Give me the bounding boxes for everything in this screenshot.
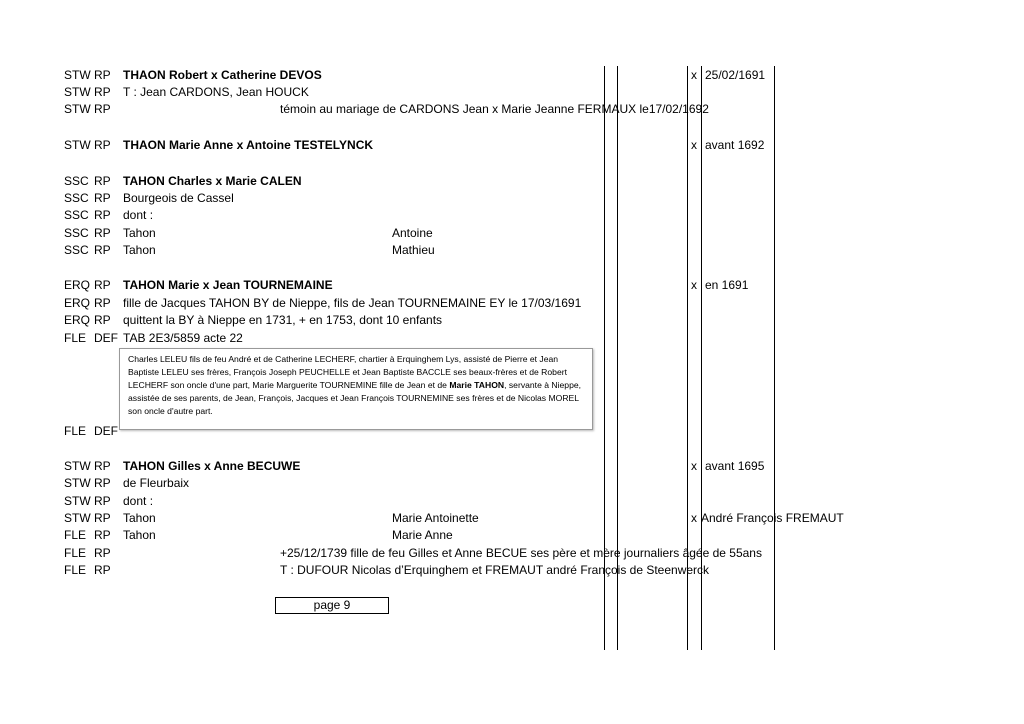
row-date: avant 1695 (705, 459, 765, 473)
row-code-2: DEF (94, 331, 118, 345)
row-text: quittent la BY à Nieppe en 1731, + en 1753, dont 10 enfants (123, 313, 443, 327)
row-text: Bourgeois de Cassel (123, 191, 234, 205)
row-text: Tahon (123, 243, 156, 257)
row-code-2: RP (94, 459, 111, 473)
row-name: THAON Robert x Catherine DEVOS (123, 68, 322, 82)
row-text: Tahon (123, 511, 156, 525)
row-date: 25/02/1691 (705, 68, 766, 82)
row-name: TAHON Gilles x Anne BECUWE (123, 459, 301, 473)
row-code-1: SSC (64, 226, 89, 240)
row-code-2: RP (94, 528, 111, 542)
row-code-2: DEF (94, 424, 118, 438)
row-code-2: RP (94, 208, 111, 222)
row-code-1: STW (64, 85, 91, 99)
row-child-name: Marie Antoinette (392, 511, 479, 525)
row-code-2: RP (94, 494, 111, 508)
act-transcription-note (119, 348, 593, 430)
row-code-2: RP (94, 313, 111, 327)
note-highlight: Marie TAHON (449, 380, 505, 390)
row-code-2: RP (94, 296, 111, 310)
row-text: TAB 2E3/5859 acte 22 (123, 331, 243, 345)
row-code-1: STW (64, 102, 91, 116)
row-code-2: RP (94, 138, 111, 152)
row-code-2: RP (94, 243, 111, 257)
row-text: T : DUFOUR Nicolas d’Erquinghem et FREMAUT andré François de Steenwerck (280, 563, 710, 577)
row-text: T : Jean CARDONS, Jean HOUCK (123, 85, 309, 99)
row-code-2: RP (94, 174, 111, 188)
column-rule (774, 66, 775, 650)
row-text: Tahon (123, 528, 156, 542)
row-marriage-mark: x (691, 68, 697, 82)
row-text: +25/12/1739 fille de feu Gilles et Anne BECUE ses père et mère journaliers âgée de 55ans (280, 546, 762, 560)
row-code-1: STW (64, 138, 91, 152)
row-marriage-mark: x (691, 278, 697, 292)
row-text: fille de Jacques TAHON BY de Nieppe, fils de Jean TOURNEMAINE EY le 17/03/1691 (123, 296, 582, 310)
row-code-1: ERQ (64, 313, 91, 327)
row-marriage-mark: x (691, 511, 697, 525)
row-code-2: RP (94, 546, 111, 560)
row-code-2: RP (94, 85, 111, 99)
note-text: Charles LELEU fils de feu André et de Catherine LECHERF, chartier à Erquinghem Lys, assisté de Pierre et Jean Baptiste LELEU ses frères, François Joseph PEUCHELLE et Jean Baptiste BACCLE ses beaux-frères et de Robert LECHERF son oncle d'une part, Marie Marguerite TOURNEMINE fille de Jean et de (128, 354, 567, 390)
row-marriage-mark: x (691, 459, 697, 473)
row-code-1: FLE (64, 331, 87, 345)
row-code-1: SSC (64, 243, 89, 257)
row-code-2: RP (94, 102, 111, 116)
row-name: TAHON Charles x Marie CALEN (123, 174, 302, 188)
row-code-2: RP (94, 476, 111, 490)
row-text: témoin au mariage de CARDONS Jean x Marie Jeanne FERMAUX le17/02/1692 (280, 102, 709, 116)
row-code-1: STW (64, 494, 91, 508)
row-name: TAHON Marie x Jean TOURNEMAINE (123, 278, 333, 292)
row-code-1: STW (64, 459, 91, 473)
row-text: de Fleurbaix (123, 476, 190, 490)
row-code-2: RP (94, 226, 111, 240)
row-code-2: RP (94, 68, 111, 82)
row-text: dont : (123, 494, 154, 508)
row-spouse: André François FREMAUT (701, 511, 844, 525)
note-text-continued: , servante à Nieppe, assistée de ses parents, de Jean, François, Jacques et Jean François TOURNEMINE ses frères et de Nicolas MOREL son oncle d'autre part. (128, 380, 582, 416)
row-marriage-mark: x (691, 138, 697, 152)
row-code-1: STW (64, 511, 91, 525)
row-code-1: ERQ (64, 296, 91, 310)
row-code-1: FLE (64, 424, 87, 438)
row-code-1: ERQ (64, 278, 91, 292)
row-child-name: Marie Anne (392, 528, 453, 542)
row-name: THAON Marie Anne x Antoine TESTELYNCK (123, 138, 374, 152)
row-code-1: STW (64, 476, 91, 490)
row-child-name: Mathieu (392, 243, 435, 257)
row-child-name: Antoine (392, 226, 433, 240)
row-code-1: SSC (64, 191, 89, 205)
row-code-1: STW (64, 68, 91, 82)
row-code-2: RP (94, 511, 111, 525)
row-code-2: RP (94, 278, 111, 292)
row-code-1: FLE (64, 563, 87, 577)
row-code-2: RP (94, 563, 111, 577)
page-number: page 9 (275, 597, 389, 614)
row-code-1: FLE (64, 546, 87, 560)
row-code-1: SSC (64, 174, 89, 188)
row-text: Tahon (123, 226, 156, 240)
row-date: avant 1692 (705, 138, 765, 152)
row-code-2: RP (94, 191, 111, 205)
row-code-1: FLE (64, 528, 87, 542)
row-date: en 1691 (705, 278, 749, 292)
row-code-1: SSC (64, 208, 89, 222)
row-text: dont : (123, 208, 154, 222)
